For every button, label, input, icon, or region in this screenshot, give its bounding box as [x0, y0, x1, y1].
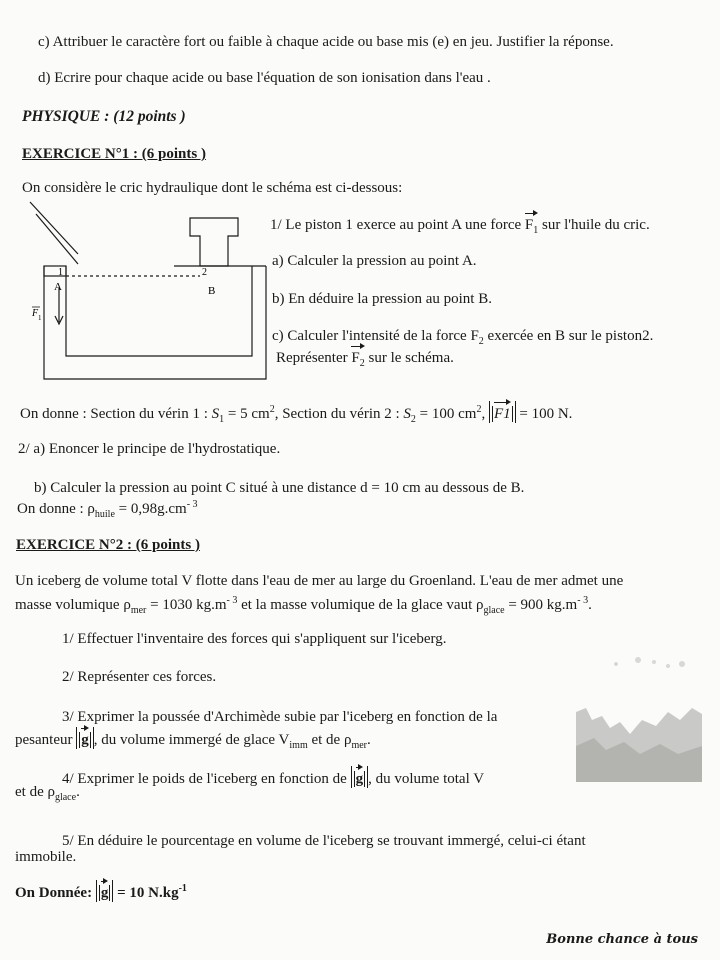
ex1-title: EXERCICE N°1 : (6 points ): [22, 146, 206, 162]
label-2: 2: [202, 267, 207, 278]
lever-handle-edge: [36, 214, 78, 264]
ex1-q1c-line2: Représenter $F_2$ sur le schéma.: [276, 345, 454, 373]
piston-2: [190, 218, 238, 266]
ex1-q1a: a) Calculer la pression au point A.: [272, 253, 477, 269]
ex1-intro: On considère le cric hydraulique dont le schéma est ci-dessous:: [22, 180, 403, 196]
inner-channel: [66, 266, 252, 356]
question-d: d) Ecrire pour chaque acide ou base l'équation de son ionisation dans l'eau .: [38, 70, 491, 86]
ex2-q1: 1/ Effectuer l'inventaire des forces qui s'appliquent sur l'iceberg.: [62, 631, 447, 647]
ex2-q3: 3/ Exprimer la poussée d'Archimède subie par l'iceberg en fonction de la: [62, 709, 498, 725]
ex2-q4-line2: et de $\rho_{glace}$.: [15, 784, 80, 803]
hydraulic-jack-diagram: [14, 196, 270, 384]
container-outline: [44, 266, 266, 379]
ex1-q1b: b) En déduire la pression au point B.: [272, 291, 492, 307]
physique-title: PHYSIQUE : (12 points ): [22, 108, 186, 125]
ex2-intro-2: masse volumique $\rho_{mer} = 1030$ $kg.m^{- 3}$ et la masse volumique de la glace vaut $\rho_{glace} = 900$ $kg.m^{- 3}$.: [15, 595, 592, 616]
label-f1-sub: 1: [38, 314, 42, 322]
closing-signature: Bonne chance à tous: [546, 932, 698, 947]
ex1-q2b: b) Calculer la pression au point C situé à une distance d = 10 cm au dessous de B.: [34, 480, 525, 496]
label-a: A: [54, 281, 62, 293]
ex1-q1c: c) Calculer l'intensité de la force $F_2$ exercée en B sur le piston2.: [272, 328, 654, 347]
ex1-q1: 1/ Le piston 1 exerce au point A une force $F_1$ sur l'huile du cric.: [270, 212, 650, 240]
label-b: B: [208, 285, 216, 297]
lever-handle: [30, 202, 78, 254]
question-c: c) Attribuer le caractère fort ou faible à chaque acide ou base mis (e) en jeu. Justifier la réponse.: [38, 34, 614, 50]
ex1-q2-given: On donne : $\rho_{huile} = 0,98g.cm^{- 3}$: [17, 499, 198, 520]
ex2-given: On Donnée: g = 10 $N.kg^{-1}$: [15, 880, 187, 902]
ex2-q2: 2/ Représenter ces forces.: [62, 669, 217, 685]
ex2-q4: 4/ Exprimer le poids de l'iceberg en fonction de g , du volume total V: [62, 766, 484, 788]
label-f1: F: [32, 308, 39, 319]
iceberg-image: [576, 650, 702, 782]
ex2-title: EXERCICE N°2 : (6 points ): [16, 537, 200, 553]
ex1-given: On donne : Section du vérin 1 : $S_1 = 5$ $cm^2$, Section du vérin 2 : $S_2 = 100$ $cm^2$, F1 = 100 N.: [20, 401, 572, 429]
ex2-q5: 5/ En déduire le pourcentage en volume de l'iceberg se trouvant immergé, celui-ci étant: [62, 833, 586, 849]
ex1-q2a: 2/ a) Enoncer le principe de l'hydrostatique.: [18, 441, 281, 457]
ex2-q3-line2: pesanteur g , du volume immergé de glace $V_{imm}$ et de $\rho_{mer}$.: [15, 727, 371, 755]
ex2-intro-1: Un iceberg de volume total V flotte dans l'eau de mer au large du Groenland. L'eau de mer admet une: [15, 573, 624, 589]
ex2-q5-line2: immobile.: [15, 849, 77, 865]
label-1: 1: [58, 267, 63, 278]
